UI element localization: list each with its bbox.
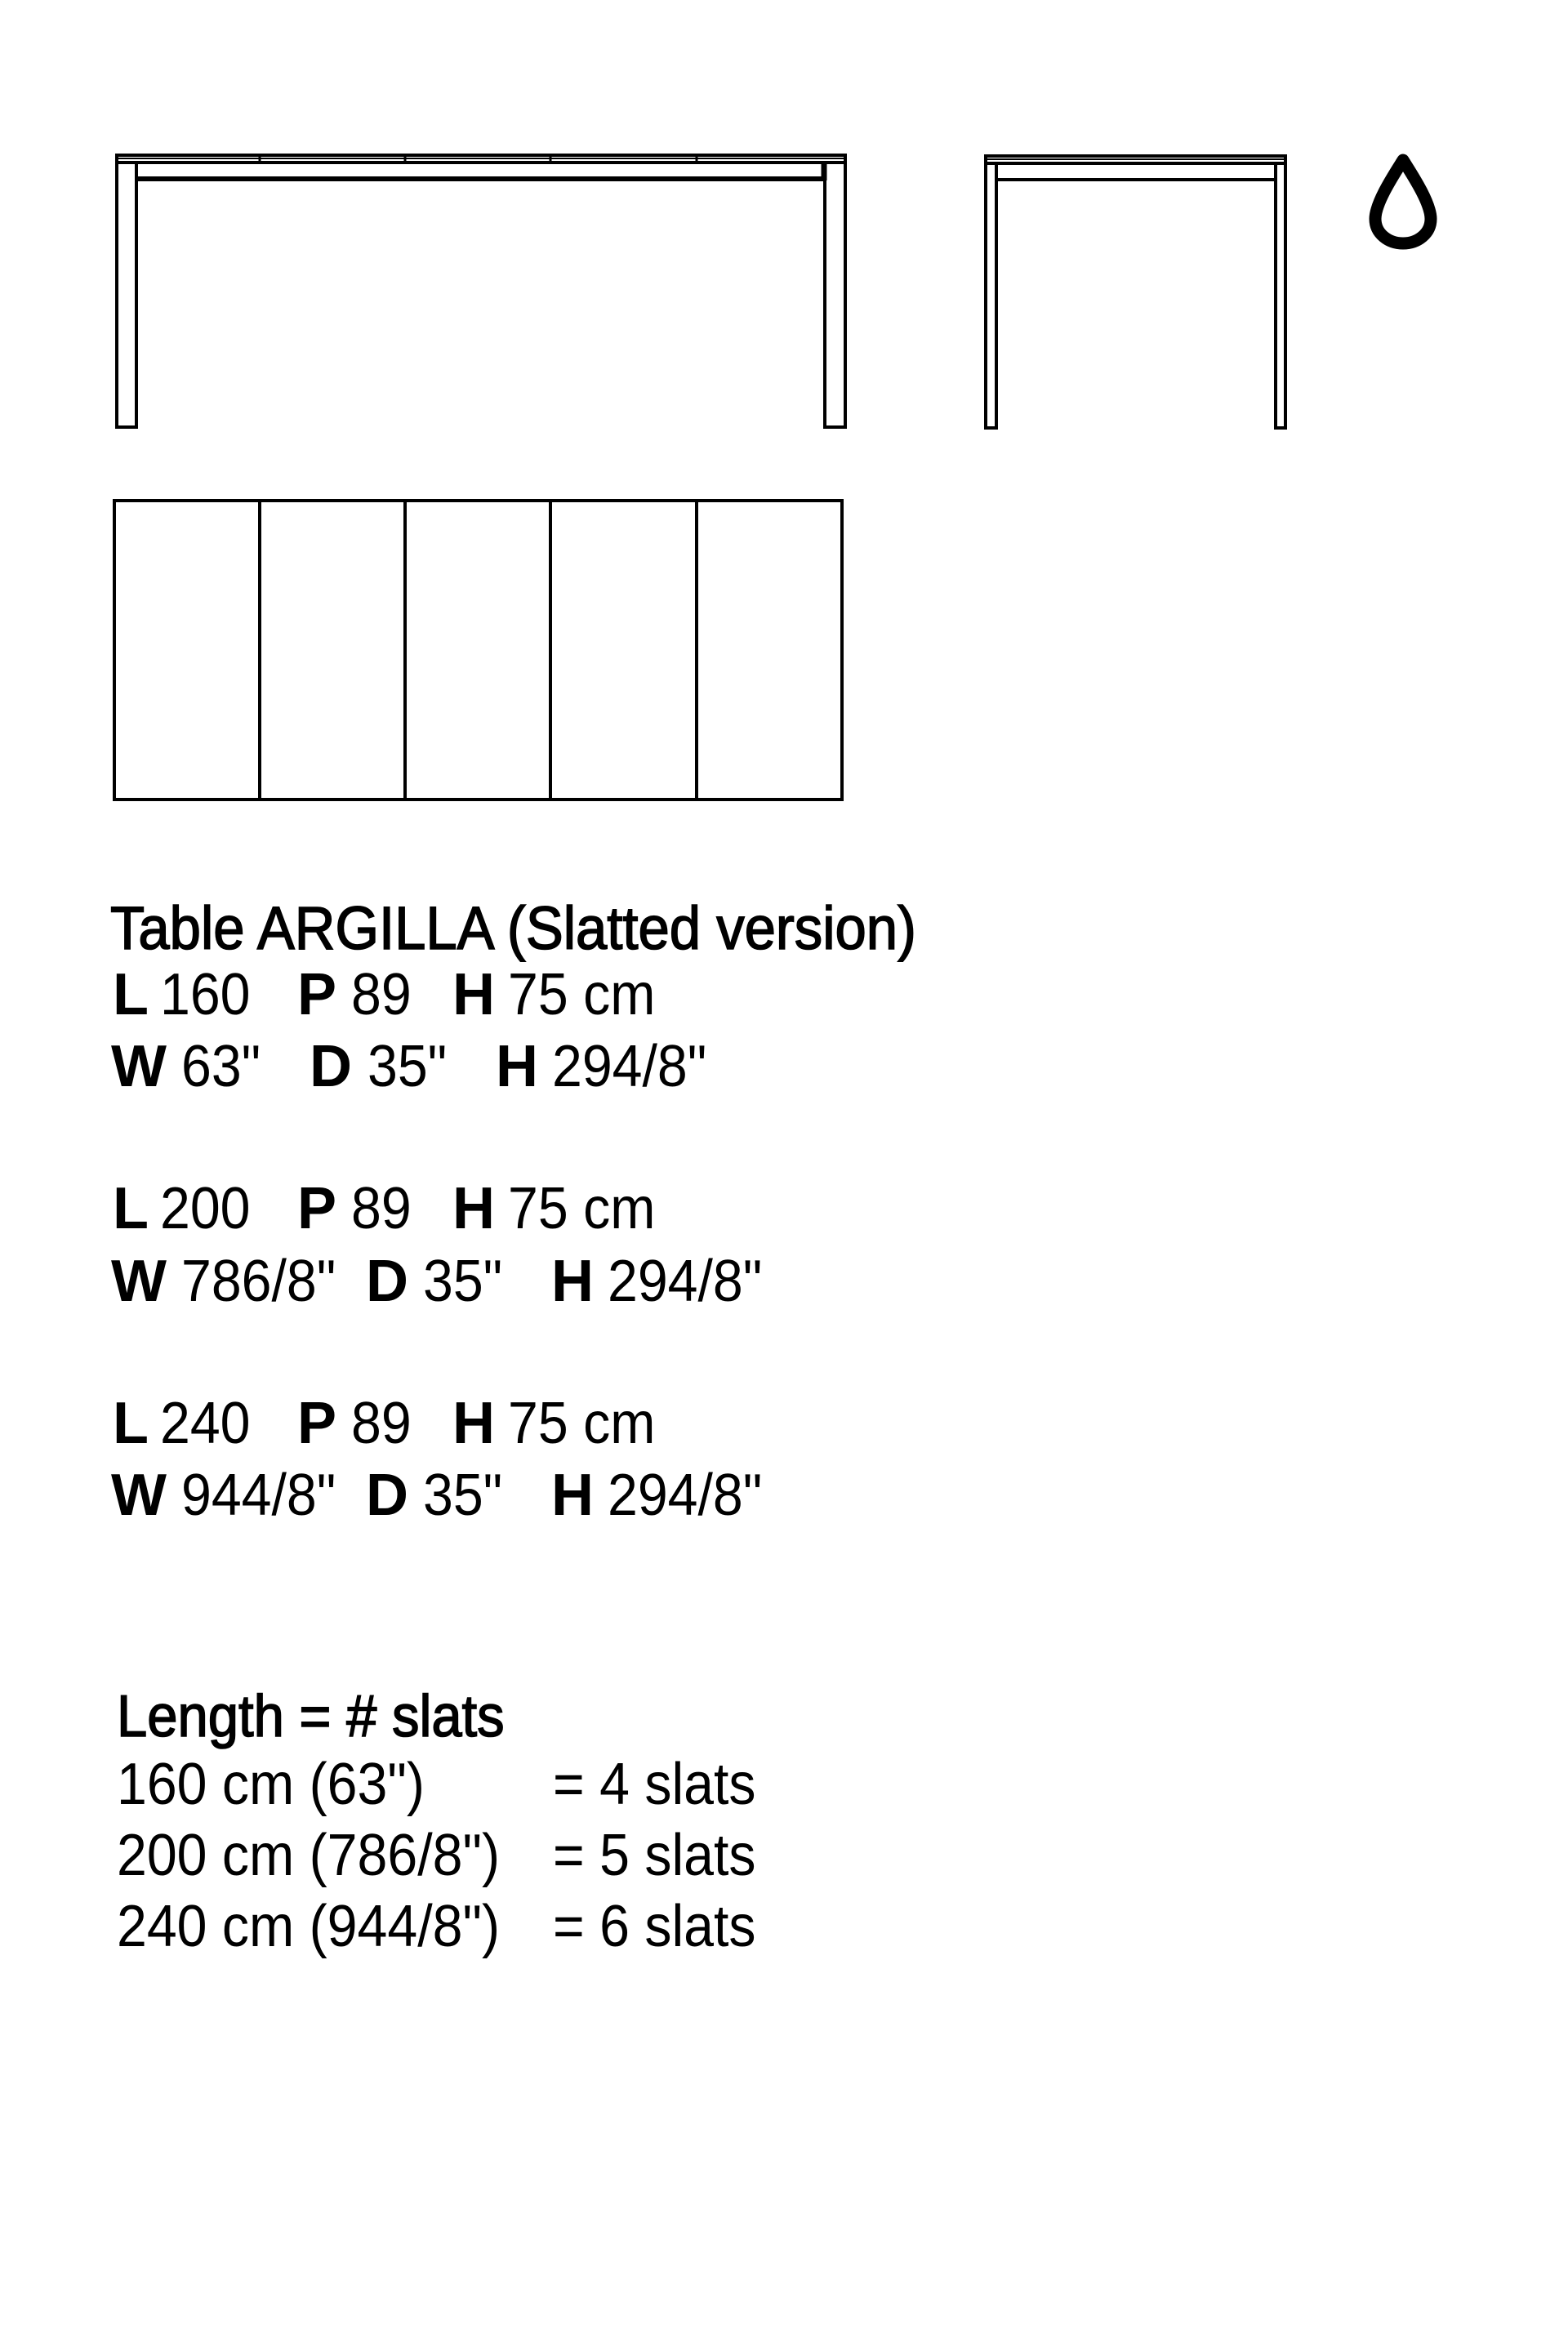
slats-length: 240 cm (944/8") [117, 1894, 501, 1959]
depth-value: 89 [351, 1176, 412, 1241]
width-value: 944/8" [181, 1463, 336, 1528]
width-value: 63" [181, 1034, 261, 1099]
slats-length: 200 cm (786/8") [117, 1823, 501, 1888]
depth-label: D [366, 1249, 408, 1314]
slats-length: 160 cm (63") [117, 1752, 425, 1817]
width-label: W [111, 1249, 167, 1314]
width-label: W [111, 1463, 167, 1528]
height-value: 75 cm [508, 1176, 656, 1241]
length-label: L [113, 962, 149, 1027]
height-label: H [452, 962, 495, 1027]
length-label: L [113, 1176, 149, 1241]
height-value: 294/8" [608, 1249, 763, 1314]
height-value: 294/8" [608, 1463, 763, 1528]
depth-label: D [310, 1034, 352, 1099]
side-view-drawing [986, 156, 1285, 428]
title-suffix: (Slatted version) [506, 894, 916, 962]
title-prefix: Table [110, 894, 245, 962]
variant-2-metric [0, 1176, 1143, 1241]
slats-row [0, 1894, 1143, 1959]
variant-2-imperial [0, 1249, 1143, 1314]
slats-heading: Length = # slats [117, 1684, 505, 1749]
depth-label: P [297, 962, 337, 1027]
height-label: H [452, 1391, 495, 1456]
variant-1-metric [0, 962, 1143, 1027]
front-view-drawing [117, 155, 845, 427]
height-value: 294/8" [552, 1034, 707, 1099]
slats-result: = 5 slats [553, 1823, 756, 1888]
slats-result: = 6 slats [553, 1894, 756, 1959]
depth-value: 35" [423, 1463, 503, 1528]
slats-row [0, 1823, 1143, 1888]
height-label: H [551, 1249, 594, 1314]
slats-result: = 4 slats [553, 1752, 756, 1817]
depth-label: P [297, 1176, 337, 1241]
height-label: H [496, 1034, 538, 1099]
depth-label: D [366, 1463, 408, 1528]
depth-value: 89 [351, 962, 412, 1027]
depth-value: 89 [351, 1391, 412, 1456]
width-value: 786/8" [181, 1249, 336, 1314]
technical-drawings [0, 0, 1568, 817]
height-label: H [551, 1463, 594, 1528]
depth-value: 35" [368, 1034, 448, 1099]
water-drop-icon [1375, 160, 1431, 243]
depth-value: 35" [423, 1249, 503, 1314]
height-value: 75 cm [508, 1391, 656, 1456]
height-label: H [452, 1176, 495, 1241]
top-view-drawing [114, 501, 842, 800]
width-label: W [111, 1034, 167, 1099]
product-title [110, 894, 916, 962]
length-label: L [113, 1391, 149, 1456]
length-value: 200 [160, 1176, 251, 1241]
depth-label: P [297, 1391, 337, 1456]
variant-3-imperial [0, 1463, 1143, 1528]
length-value: 160 [160, 962, 251, 1027]
length-value: 240 [160, 1391, 251, 1456]
variant-3-metric [0, 1391, 1143, 1456]
title-name: ARGILLA [256, 894, 492, 962]
slats-row [0, 1752, 1143, 1817]
height-value: 75 cm [508, 962, 656, 1027]
variant-1-imperial [0, 1034, 1143, 1099]
